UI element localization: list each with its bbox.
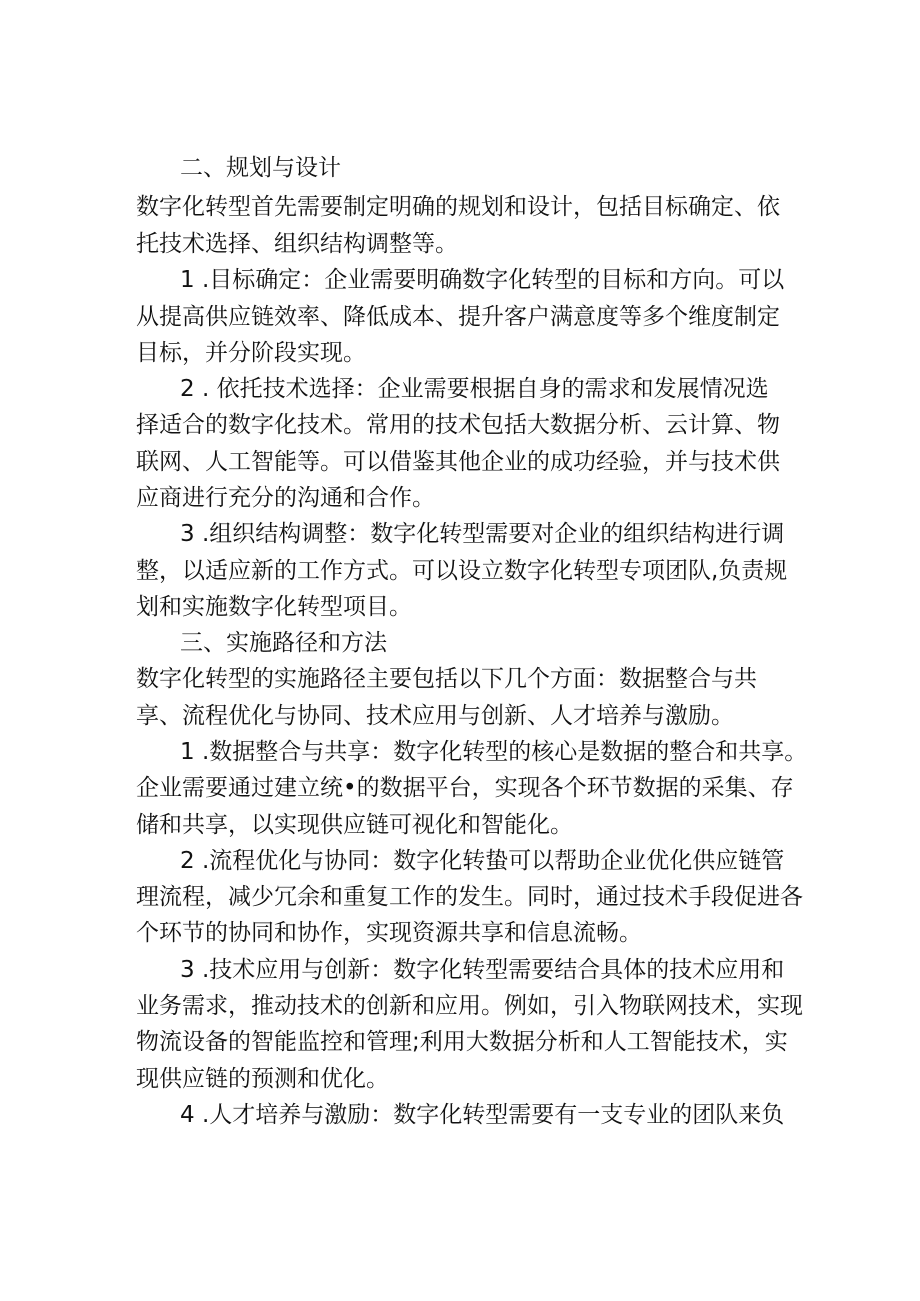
section-heading-planning: 二、规划与设计 [180, 155, 341, 181]
list-item-line: 2 . 依托技术选择：企业需要根据自身的需求和发展情况选 [180, 376, 769, 402]
list-item-line: 3 .技术应用与创新：数字化转型需要结合具体的技术应用和 [180, 957, 785, 983]
paragraph-line: 业务需求，推动技术的创新和应用。例如，引入物联网技术，实现 [136, 993, 803, 1019]
list-item-line: 1 .数据整合与共享：数字化转型的核心是数据的整合和共享。 [180, 739, 808, 765]
paragraph-line: 整，以适应新的工作方式。可以设立数字化转型专项团队,负责规 [136, 558, 788, 584]
paragraph-line: 储和共享，以实现供应链可视化和智能化。 [136, 812, 573, 838]
paragraph-line: 个环节的协同和协作，实现资源共享和信息流畅。 [136, 920, 642, 946]
paragraph-line: 理流程，减少冗余和重复工作的发生。同时，通过技术手段促进各 [136, 884, 803, 910]
paragraph-line: 数字化转型首先需要制定明确的规划和设计，包括目标确定、依 [136, 194, 780, 220]
paragraph-line: 联网、人工智能等。可以借鉴其他企业的成功经验，并与技术供 [136, 449, 780, 475]
paragraph-line: 现供应链的预测和优化。 [136, 1066, 389, 1092]
paragraph-line: 数字化转型的实施路径主要包括以下几个方面：数据整合与共 [136, 666, 757, 692]
list-item-line: 3 .组织结构调整：数字化转型需要对企业的组织结构进行调 [180, 521, 785, 547]
paragraph-line: 划和实施数字化转型项目。 [136, 594, 412, 620]
list-item-line: 1 .目标确定：企业需要明确数字化转型的目标和方向。可以 [180, 267, 785, 293]
list-item-line: 2 .流程优化与协同：数字化转蛰可以帮助企业优化供应链管 [180, 848, 785, 874]
paragraph-line: 托技术选择、组织结构调整等。 [136, 231, 458, 257]
paragraph-line: 从提高供应链效率、降低成本、提升客户满意度等多个维度制定 [136, 304, 780, 330]
paragraph-line: 享、流程优化与协同、技术应用与创新、人才培养与激励。 [136, 703, 734, 729]
paragraph-line: 物流设备的智能监控和管理;利用大数据分析和人工智能技术，实 [136, 1029, 788, 1055]
paragraph-line: 企业需要通过建立统•的数据平台，实现各个环节数据的采集、存 [136, 775, 794, 801]
paragraph-line: 应商进行充分的沟通和合作。 [136, 485, 435, 511]
paragraph-line: 择适合的数字化技术。常用的技术包括大数据分析、云计算、物 [136, 412, 780, 438]
list-item-line: 4 .人才培养与激励：数字化转型需要有一支专业的团队来负 [180, 1102, 785, 1128]
paragraph-line: 目标，并分阶段实现。 [136, 340, 366, 366]
section-heading-implementation: 三、实施路径和方法 [180, 630, 387, 656]
